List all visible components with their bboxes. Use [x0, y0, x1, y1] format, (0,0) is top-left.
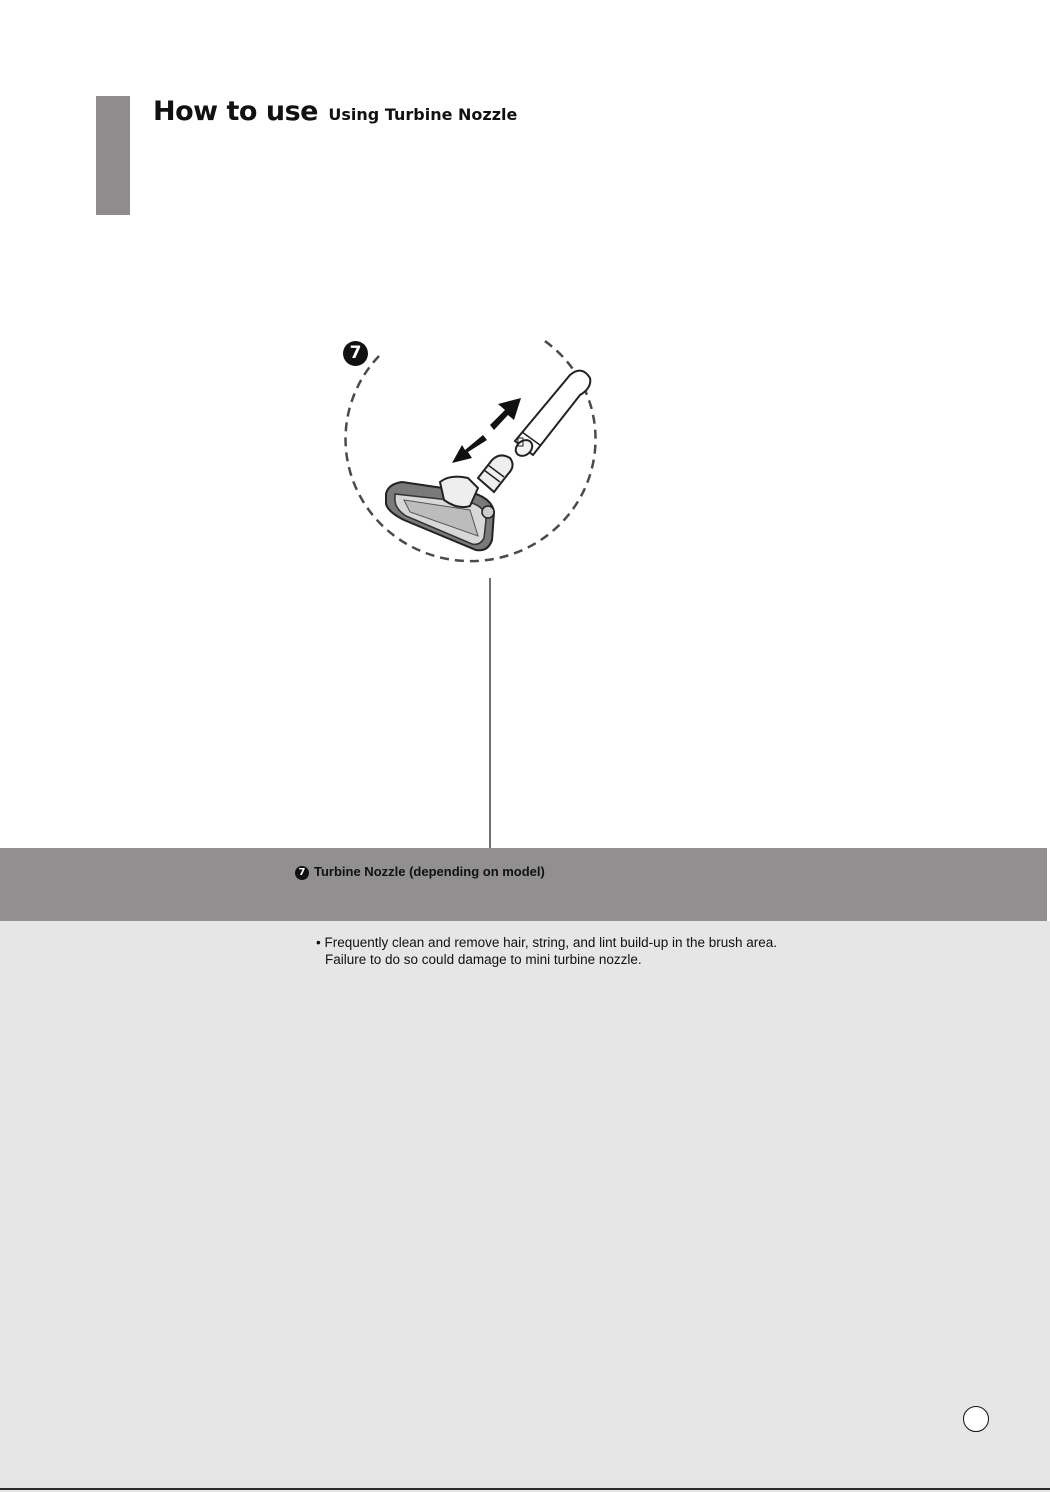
- bullet-icon: •: [316, 935, 321, 950]
- turbine-nozzle-illustration: [330, 330, 630, 850]
- section-tab: [96, 96, 130, 215]
- page-number-circle: [963, 1406, 989, 1432]
- nozzle-head-icon: [386, 477, 494, 551]
- note-line-1-text: Frequently clean and remove hair, string, and lint build-up in the brush area.: [324, 935, 778, 950]
- arrow-down-icon: [452, 435, 487, 463]
- tube-icon: [513, 371, 591, 459]
- page-subtitle: Using Turbine Nozzle: [328, 105, 518, 124]
- note-text: [316, 934, 777, 968]
- note-line-2: Failure to do so could damage to mini turbine nozzle.: [325, 952, 642, 967]
- caption-band: [0, 848, 1050, 921]
- note-area: [0, 921, 1050, 1492]
- page-title: How to use: [153, 96, 318, 127]
- arrow-up-icon: [490, 398, 521, 430]
- caption-step-badge: 7: [295, 866, 309, 880]
- step-number-badge: 7: [343, 341, 368, 366]
- note-line-1: [316, 934, 777, 951]
- page-heading: [153, 96, 517, 127]
- bottom-rule: [0, 1488, 1050, 1490]
- caption-title: Turbine Nozzle (depending on model): [314, 864, 545, 879]
- nozzle-neck-icon: [478, 455, 513, 492]
